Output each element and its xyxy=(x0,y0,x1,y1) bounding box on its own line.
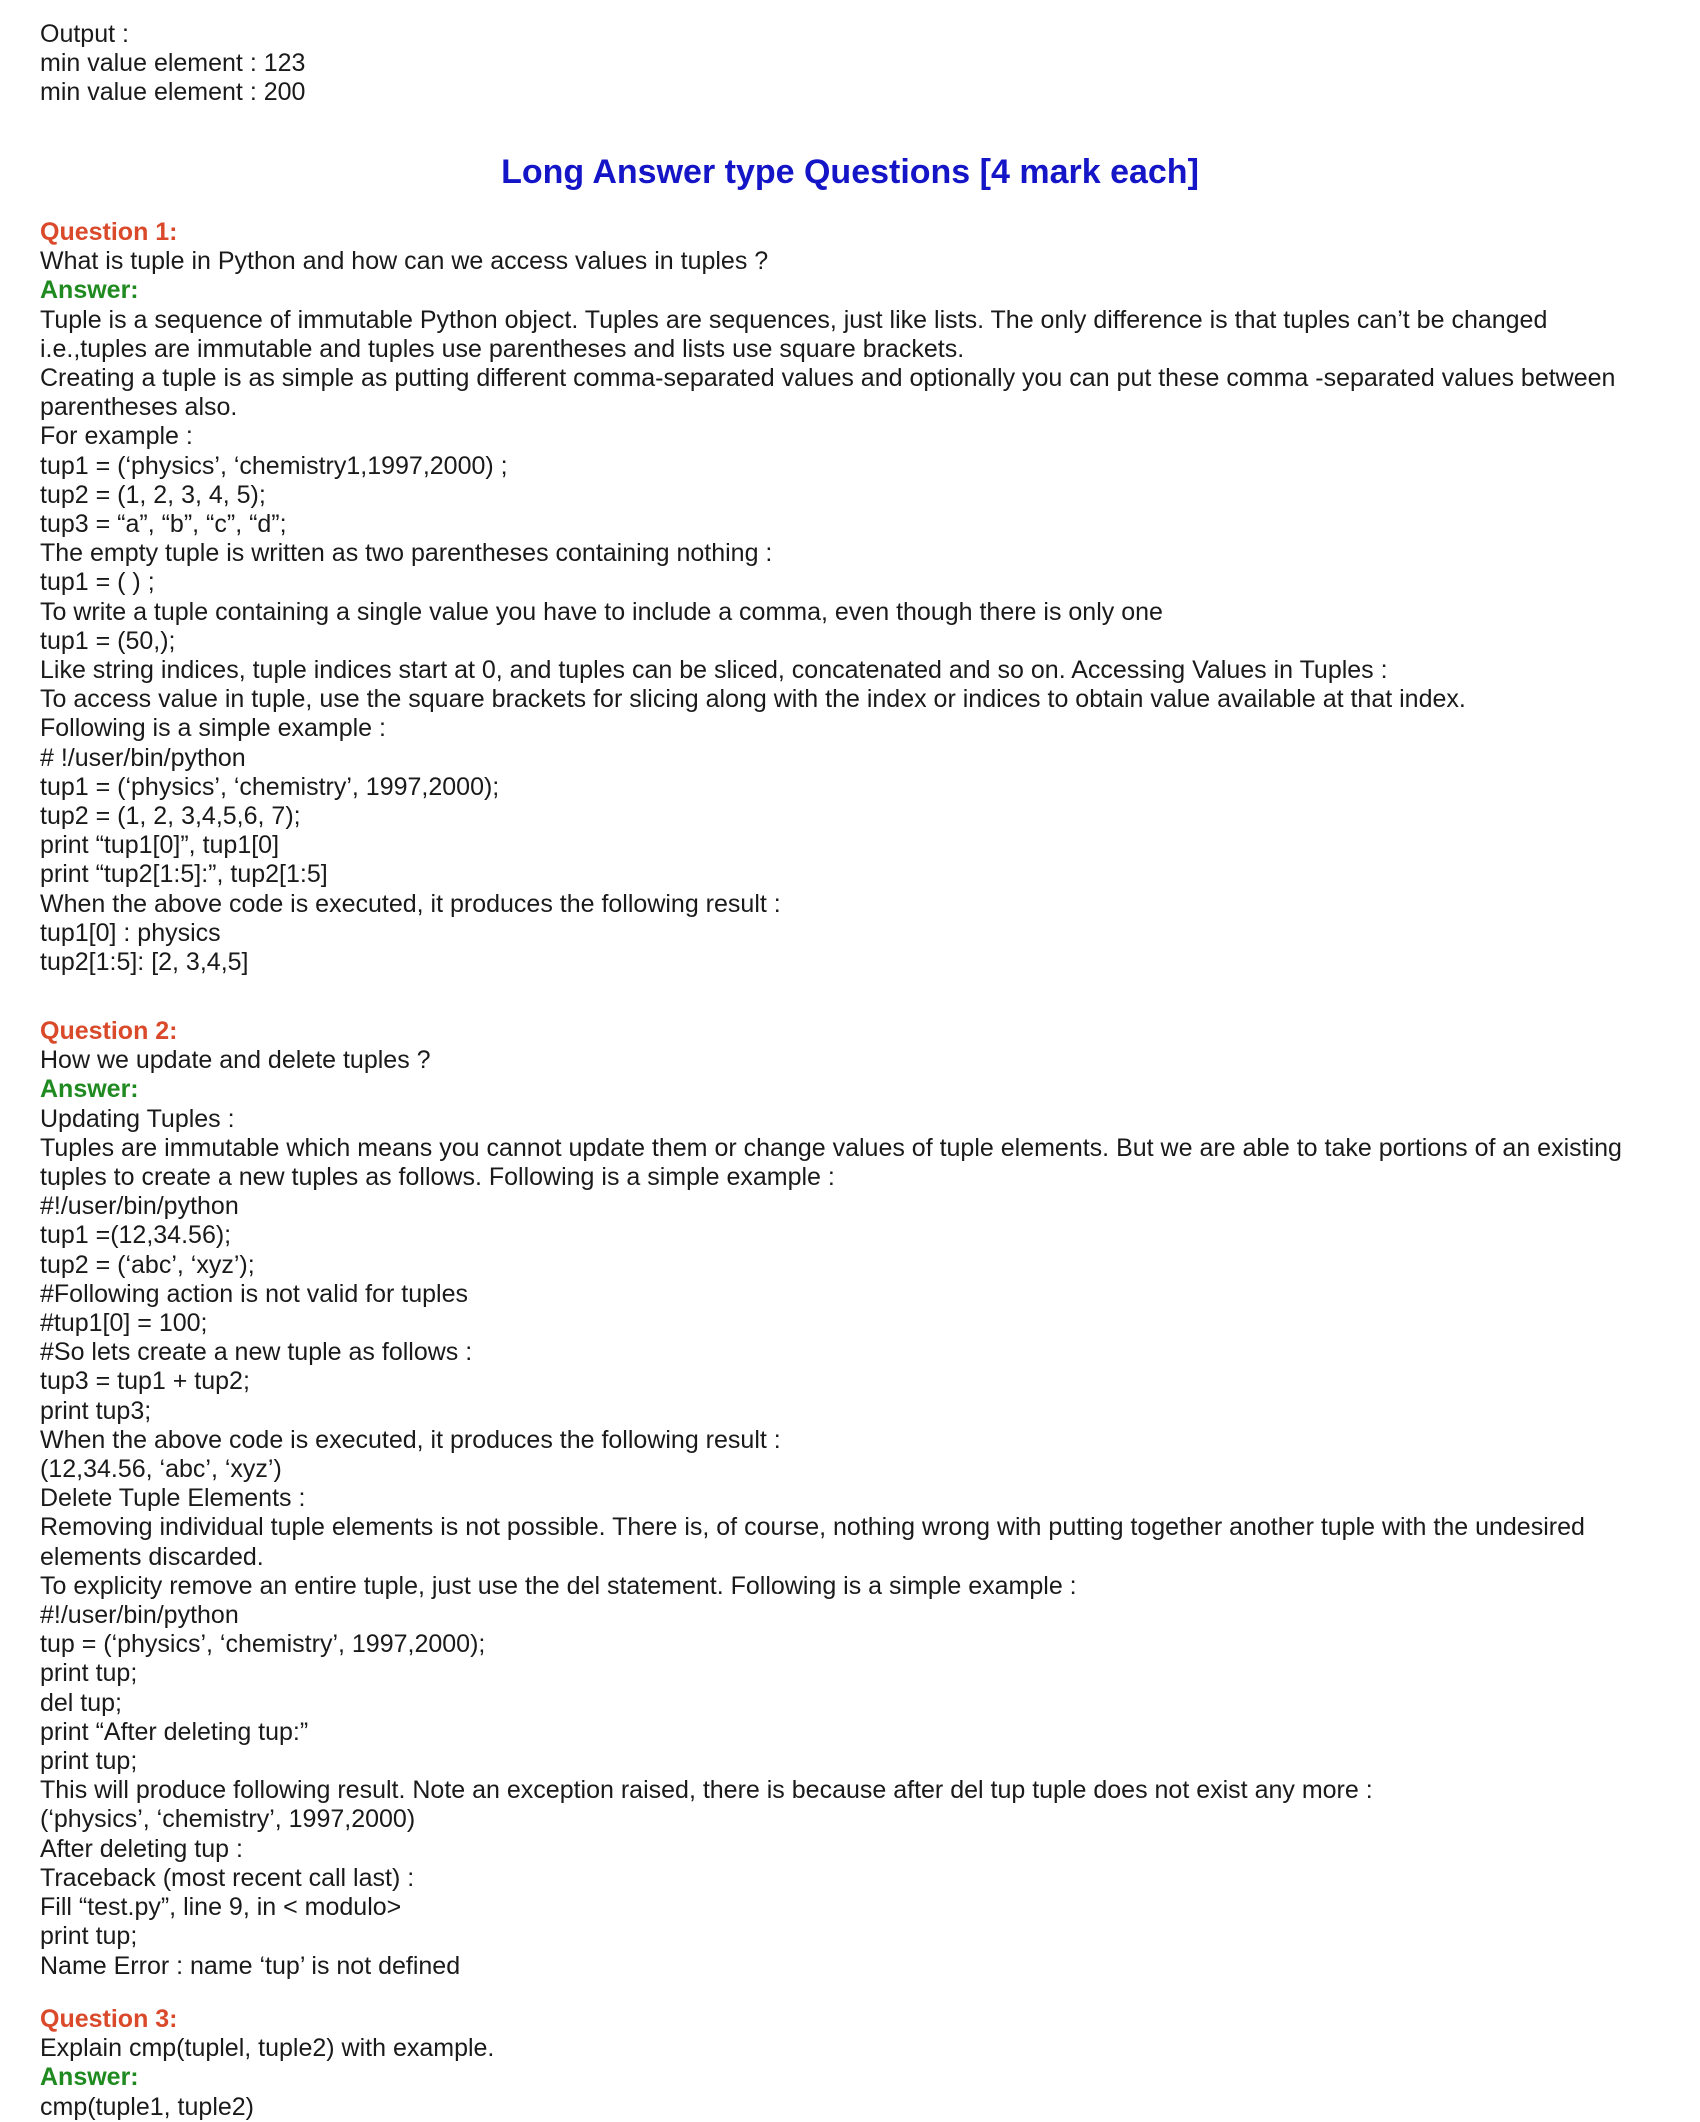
answer-label: Answer: xyxy=(40,1075,139,1104)
output-line: min value element : 123 xyxy=(40,49,306,78)
code-line: tup2 = (1, 2, 3, 4, 5); xyxy=(40,480,266,509)
output-line: Output : xyxy=(40,20,129,48)
code-line: tup1 =(12,34.56); xyxy=(40,1221,232,1250)
code-line: del tup; xyxy=(40,1688,123,1717)
code-line: print “tup2[1:5]:”, tup2[1:5] xyxy=(40,860,328,889)
code-line: #!/user/bin/python xyxy=(40,1192,239,1221)
code-line: tup3 = “a”, “b”, “c”, “d”; xyxy=(40,510,287,539)
result-line: Name Error : name ‘tup’ is not defined xyxy=(40,1951,461,1980)
answer-line: Tuples are immutable which means you cannot update them or change values of tuple elements. But we are able to take portions of an existing xyxy=(40,1133,1622,1162)
code-line: #tup1[0] = 100; xyxy=(40,1309,208,1338)
answer-line: elements discarded. xyxy=(40,1542,264,1571)
answer-line: Tuple is a sequence of immutable Python object. Tuples are sequences, just like lists. The only difference is that tuples can’t be changed xyxy=(40,305,1548,334)
code-line: # !/user/bin/python xyxy=(40,743,246,772)
code-line: tup = (‘physics’, ‘chemistry’, 1997,2000); xyxy=(40,1630,486,1659)
section-heading: Long Answer type Questions [4 mark each] xyxy=(501,153,1199,191)
answer-line: Creating a tuple is as simple as putting different comma-separated values and optionally you can put these comma -separated values between xyxy=(40,364,1616,393)
answer-line: tuples to create a new tuples as follows. Following is a simple example : xyxy=(40,1163,835,1192)
result-line: (12,34.56, ‘abc’, ‘xyz’) xyxy=(40,1455,282,1484)
question-2-block xyxy=(40,1017,1670,1981)
answer-line: When the above code is executed, it produces the following result : xyxy=(40,1425,781,1454)
answer-line: To access value in tuple, use the square brackets for slicing along with the index or indices to obtain value available at that index. xyxy=(40,685,1466,714)
question-1-block xyxy=(40,218,1670,977)
answer-label: Answer: xyxy=(40,2063,139,2092)
code-line: tup1 = (‘physics’, ‘chemistry1,1997,2000) ; xyxy=(40,451,508,480)
result-line: (‘physics’, ‘chemistry’, 1997,2000) xyxy=(40,1805,416,1834)
code-line: print “After deleting tup:” xyxy=(40,1717,309,1746)
result-line: print tup; xyxy=(40,1922,138,1951)
answer-line: Removing individual tuple elements is not possible. There is, of course, nothing wrong with putting together another tuple with the undesired xyxy=(40,1513,1585,1542)
result-line: tup1[0] : physics xyxy=(40,918,221,947)
code-line: tup1 = (50,); xyxy=(40,626,176,655)
answer-line: i.e.,tuples are immutable and tuples use parentheses and lists use square brackets. xyxy=(40,334,965,363)
question-text: What is tuple in Python and how can we access values in tuples ? xyxy=(40,247,769,276)
answer-line: When the above code is executed, it produces the following result : xyxy=(40,889,781,918)
result-line: Fill “test.py”, line 9, in < modulo> xyxy=(40,1893,402,1922)
code-line: #!/user/bin/python xyxy=(40,1601,239,1630)
question-label: Question 2: xyxy=(40,1017,178,1045)
answer-line: Following is a simple example : xyxy=(40,714,386,743)
answer-line: Like string indices, tuple indices start at 0, and tuples can be sliced, concatenated and so on. Accessing Values in Tuples : xyxy=(40,656,1388,685)
result-line: Traceback (most recent call last) : xyxy=(40,1863,415,1892)
code-line: print tup; xyxy=(40,1747,138,1776)
question-text: Explain cmp(tuplel, tuple2) with example. xyxy=(40,2034,495,2063)
answer-line: For example : xyxy=(40,422,193,451)
result-line: tup2[1:5]: [2, 3,4,5] xyxy=(40,948,249,977)
answer-line: Delete Tuple Elements : xyxy=(40,1484,306,1513)
answer-line: To explicity remove an entire tuple, just use the del statement. Following is a simple example : xyxy=(40,1571,1077,1600)
answer-line: Updating Tuples : xyxy=(40,1104,235,1133)
code-line: #So lets create a new tuple as follows : xyxy=(40,1338,473,1367)
code-line: tup1 = ( ) ; xyxy=(40,568,155,597)
code-line: tup3 = tup1 + tup2; xyxy=(40,1367,250,1396)
code-line: print tup3; xyxy=(40,1396,152,1425)
question-3-block xyxy=(40,2005,1670,2122)
answer-line: parentheses also. xyxy=(40,393,238,422)
top-output-block xyxy=(40,20,1670,108)
answer-label: Answer: xyxy=(40,276,139,305)
output-line: min value element : 200 xyxy=(40,78,306,107)
code-line: tup2 = (1, 2, 3,4,5,6, 7); xyxy=(40,802,301,831)
section-heading-wrap xyxy=(0,152,1700,192)
code-line: print “tup1[0]”, tup1[0] xyxy=(40,831,280,860)
code-line: tup1 = (‘physics’, ‘chemistry’, 1997,2000); xyxy=(40,772,500,801)
answer-line: The empty tuple is written as two parentheses containing nothing : xyxy=(40,539,773,568)
question-text: How we update and delete tuples ? xyxy=(40,1046,431,1075)
code-line: tup2 = (‘abc’, ‘xyz’); xyxy=(40,1250,255,1279)
question-label: Question 3: xyxy=(40,2005,178,2033)
code-line: #Following action is not valid for tuples xyxy=(40,1279,469,1308)
result-line: After deleting tup : xyxy=(40,1834,243,1863)
answer-line: cmp(tuple1, tuple2) xyxy=(40,2092,255,2121)
question-label: Question 1: xyxy=(40,218,178,246)
answer-line: This will produce following result. Note an exception raised, there is because after del tup tuple does not exist any more : xyxy=(40,1776,1373,1805)
code-line: print tup; xyxy=(40,1659,138,1688)
answer-line: To write a tuple containing a single value you have to include a comma, even though there is only one xyxy=(40,597,1163,626)
